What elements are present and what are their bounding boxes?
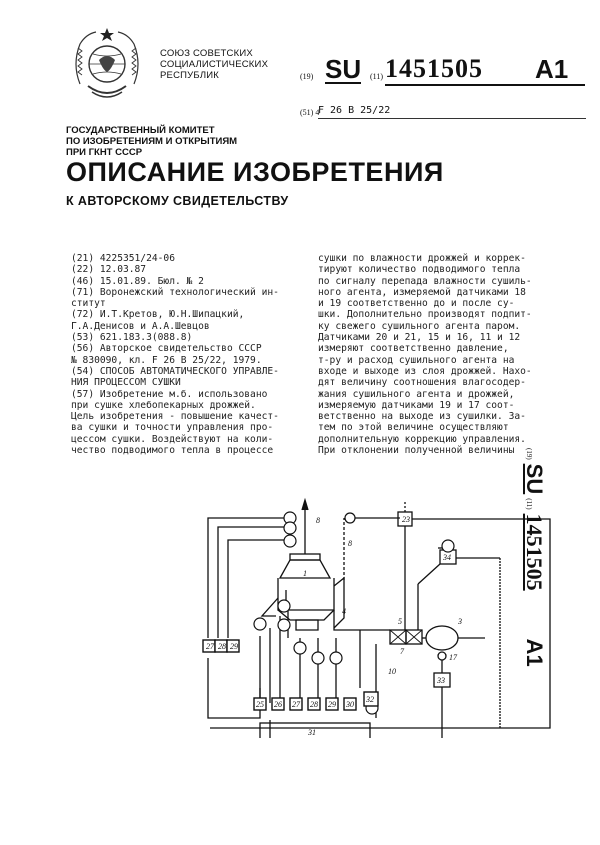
committee-line: ПО ИЗОБРЕТЕНИЯМ И ОТКРЫТИЯМ xyxy=(66,136,238,147)
ussr-state-emblem-icon xyxy=(66,24,148,106)
abstract-line: входе и выходе из слоя дрожжей. Нахо- xyxy=(318,365,532,377)
label-block: 29 xyxy=(328,700,336,709)
sensor-19 xyxy=(284,535,296,547)
side-inid-code-19: (19) xyxy=(525,448,533,460)
sensor-11 xyxy=(330,652,342,664)
label-block: 27 xyxy=(206,642,214,651)
bibliographic-line: ва сушки и точности управления про- xyxy=(71,422,274,434)
bibliographic-line: цессом сушки. Воздействуют на коли- xyxy=(71,433,274,445)
label-line-8: 8 xyxy=(348,539,352,548)
document-subtitle: К АВТОРСКОМУ СВИДЕТЕЛЬСТВУ xyxy=(66,194,289,208)
country-code: SU xyxy=(325,54,362,84)
label-block: 30 xyxy=(346,700,354,709)
patent-number-underline xyxy=(385,84,585,86)
label-line-8: 8 xyxy=(316,516,320,525)
bibliographic-line: (53) 621.183.3(088.8) xyxy=(71,332,193,344)
sensor-22 xyxy=(254,618,266,630)
country-name-line: СОЦИАЛИСТИЧЕСКИХ xyxy=(160,59,269,70)
bibliographic-line: Цель изобретения - повышение качест- xyxy=(71,411,279,423)
label-line-4: 4 xyxy=(342,607,346,616)
country-name xyxy=(160,48,268,81)
committee-line: ГОСУДАРСТВЕННЫЙ КОМИТЕТ xyxy=(66,125,215,136)
sensor-20 xyxy=(278,619,290,631)
bibliographic-column xyxy=(71,253,279,456)
signal-line xyxy=(208,658,260,718)
abstract-line: т-ру и расход сушильного агента на xyxy=(318,354,515,366)
committee-name xyxy=(66,125,237,158)
sensor-16 xyxy=(294,642,306,654)
sensor-15 xyxy=(312,652,324,664)
label-fan: 3 xyxy=(458,617,462,626)
process-diagram xyxy=(200,488,560,738)
label-block-34: 34 xyxy=(443,553,451,562)
document-kind: A1 xyxy=(535,54,569,84)
abstract-line: измеряют соответственно давление, xyxy=(318,343,509,355)
bibliographic-line: (71) Воронежский технологический ин- xyxy=(71,286,279,298)
label-block: 27 xyxy=(292,700,300,709)
abstract-line: и 19 соответственно до и после су- xyxy=(318,298,515,310)
patent-number: 1451505 xyxy=(385,54,483,83)
committee-line: ПРИ ГКНТ СССР xyxy=(66,147,143,158)
label-line-10: 10 xyxy=(388,667,396,676)
ipc-underline xyxy=(318,118,586,119)
bibliographic-line: (57) Изобретение м.б. использовано xyxy=(71,388,268,400)
label-block-23: 23 xyxy=(402,515,410,524)
document-title: ОПИСАНИЕ ИЗОБРЕТЕНИЯ xyxy=(66,157,444,187)
label-block: 28 xyxy=(218,642,226,651)
inid-code-51: (51) 4 xyxy=(300,108,320,117)
label-block-32: 32 xyxy=(366,695,374,704)
bibliographic-line: Г.А.Денисов и А.А.Шевцов xyxy=(71,320,210,332)
label-block: 29 xyxy=(230,642,238,651)
abstract-line: измеряемую датчиками 19 и 17 соот- xyxy=(318,399,515,411)
abstract-line: тем по этой величине осуществляют xyxy=(318,422,509,434)
ipc-classification: F 26 B 25/22 xyxy=(318,105,391,116)
sensor-21 xyxy=(278,600,290,612)
label-controller: 31 xyxy=(308,728,316,737)
label-dryer: 1 xyxy=(303,569,307,578)
country-name-line: СОЮЗ СОВЕТСКИХ xyxy=(160,48,253,59)
abstract-line: При отклонении полученной величины xyxy=(318,445,515,457)
bibliographic-line: НИЯ ПРОЦЕССОМ СУШКИ xyxy=(71,377,181,389)
inid-code-11: (11) xyxy=(370,72,384,81)
bibliographic-line: (22) 12.03.87 xyxy=(71,264,147,276)
signal-line xyxy=(208,518,285,638)
abstract-line: ку свежего сушильного агента паром. xyxy=(318,320,521,332)
abstract-line: дят величину соотношения влагосодер- xyxy=(318,377,526,389)
abstract-line: жания сушильного агента и дрожжей, xyxy=(318,388,515,400)
abstract-line: ного агента, измеряемой датчиками 18 xyxy=(318,286,526,298)
label-line-7: 7 xyxy=(400,647,404,656)
side-inid-code-11: (11) xyxy=(525,498,533,510)
abstract-line: сушки по влажности дрожжей и коррек- xyxy=(318,253,526,264)
bibliographic-line: (21) 4225351/24-06 xyxy=(71,253,175,264)
abstract-column xyxy=(318,253,532,456)
sensor-13b xyxy=(442,540,454,552)
side-document-kind: A1 xyxy=(522,638,547,667)
abstract-line: ветственно на выходе из сушилки. За- xyxy=(318,411,526,423)
label-block: 26 xyxy=(274,700,282,709)
label-block-33: 33 xyxy=(437,676,445,685)
sensor-18 xyxy=(345,513,355,523)
inid-code-19: (19) xyxy=(300,72,314,81)
bibliographic-line: № 830090, кл. F 26 В 25/22, 1979. xyxy=(71,354,262,366)
label-block: 28 xyxy=(310,700,318,709)
side-patent-number: 1451505 xyxy=(522,513,547,591)
label-heater: 5 xyxy=(398,617,402,626)
side-country-code: SU xyxy=(522,463,547,495)
abstract-line: Датчиками 20 и 21, 15 и 16, 11 и 12 xyxy=(318,332,521,344)
abstract-line: дополнительную коррекцию управления. xyxy=(318,433,526,445)
sensor-12 xyxy=(284,522,296,534)
bibliographic-line: (72) И.Т.Кретов, Ю.Н.Шипацкий, xyxy=(71,309,245,321)
label-sensor-17: 17 xyxy=(449,653,457,662)
bibliographic-line: (54) СПОСОБ АВТОМАТИЧЕСКОГО УПРАВЛЕ- xyxy=(71,365,279,377)
bibliographic-line: чество подводимого тепла в процессе xyxy=(71,445,274,457)
abstract-line: по сигналу перепада влажности сушиль- xyxy=(318,275,532,287)
country-name-line: РЕСПУБЛИК xyxy=(160,70,220,81)
abstract-line: тируют количество подводимого тепла xyxy=(318,264,521,276)
bibliographic-line: (46) 15.01.89. Бюл. № 2 xyxy=(71,275,204,287)
abstract-line: шки. Дополнительно производят подпит- xyxy=(318,309,532,321)
label-block: 25 xyxy=(256,700,264,709)
bibliographic-line: ститут xyxy=(71,298,106,310)
bibliographic-line: при сушке хлебопекарных дрожжей. xyxy=(71,399,256,411)
bibliographic-line: (56) Авторское свидетельство СССР xyxy=(71,343,262,355)
